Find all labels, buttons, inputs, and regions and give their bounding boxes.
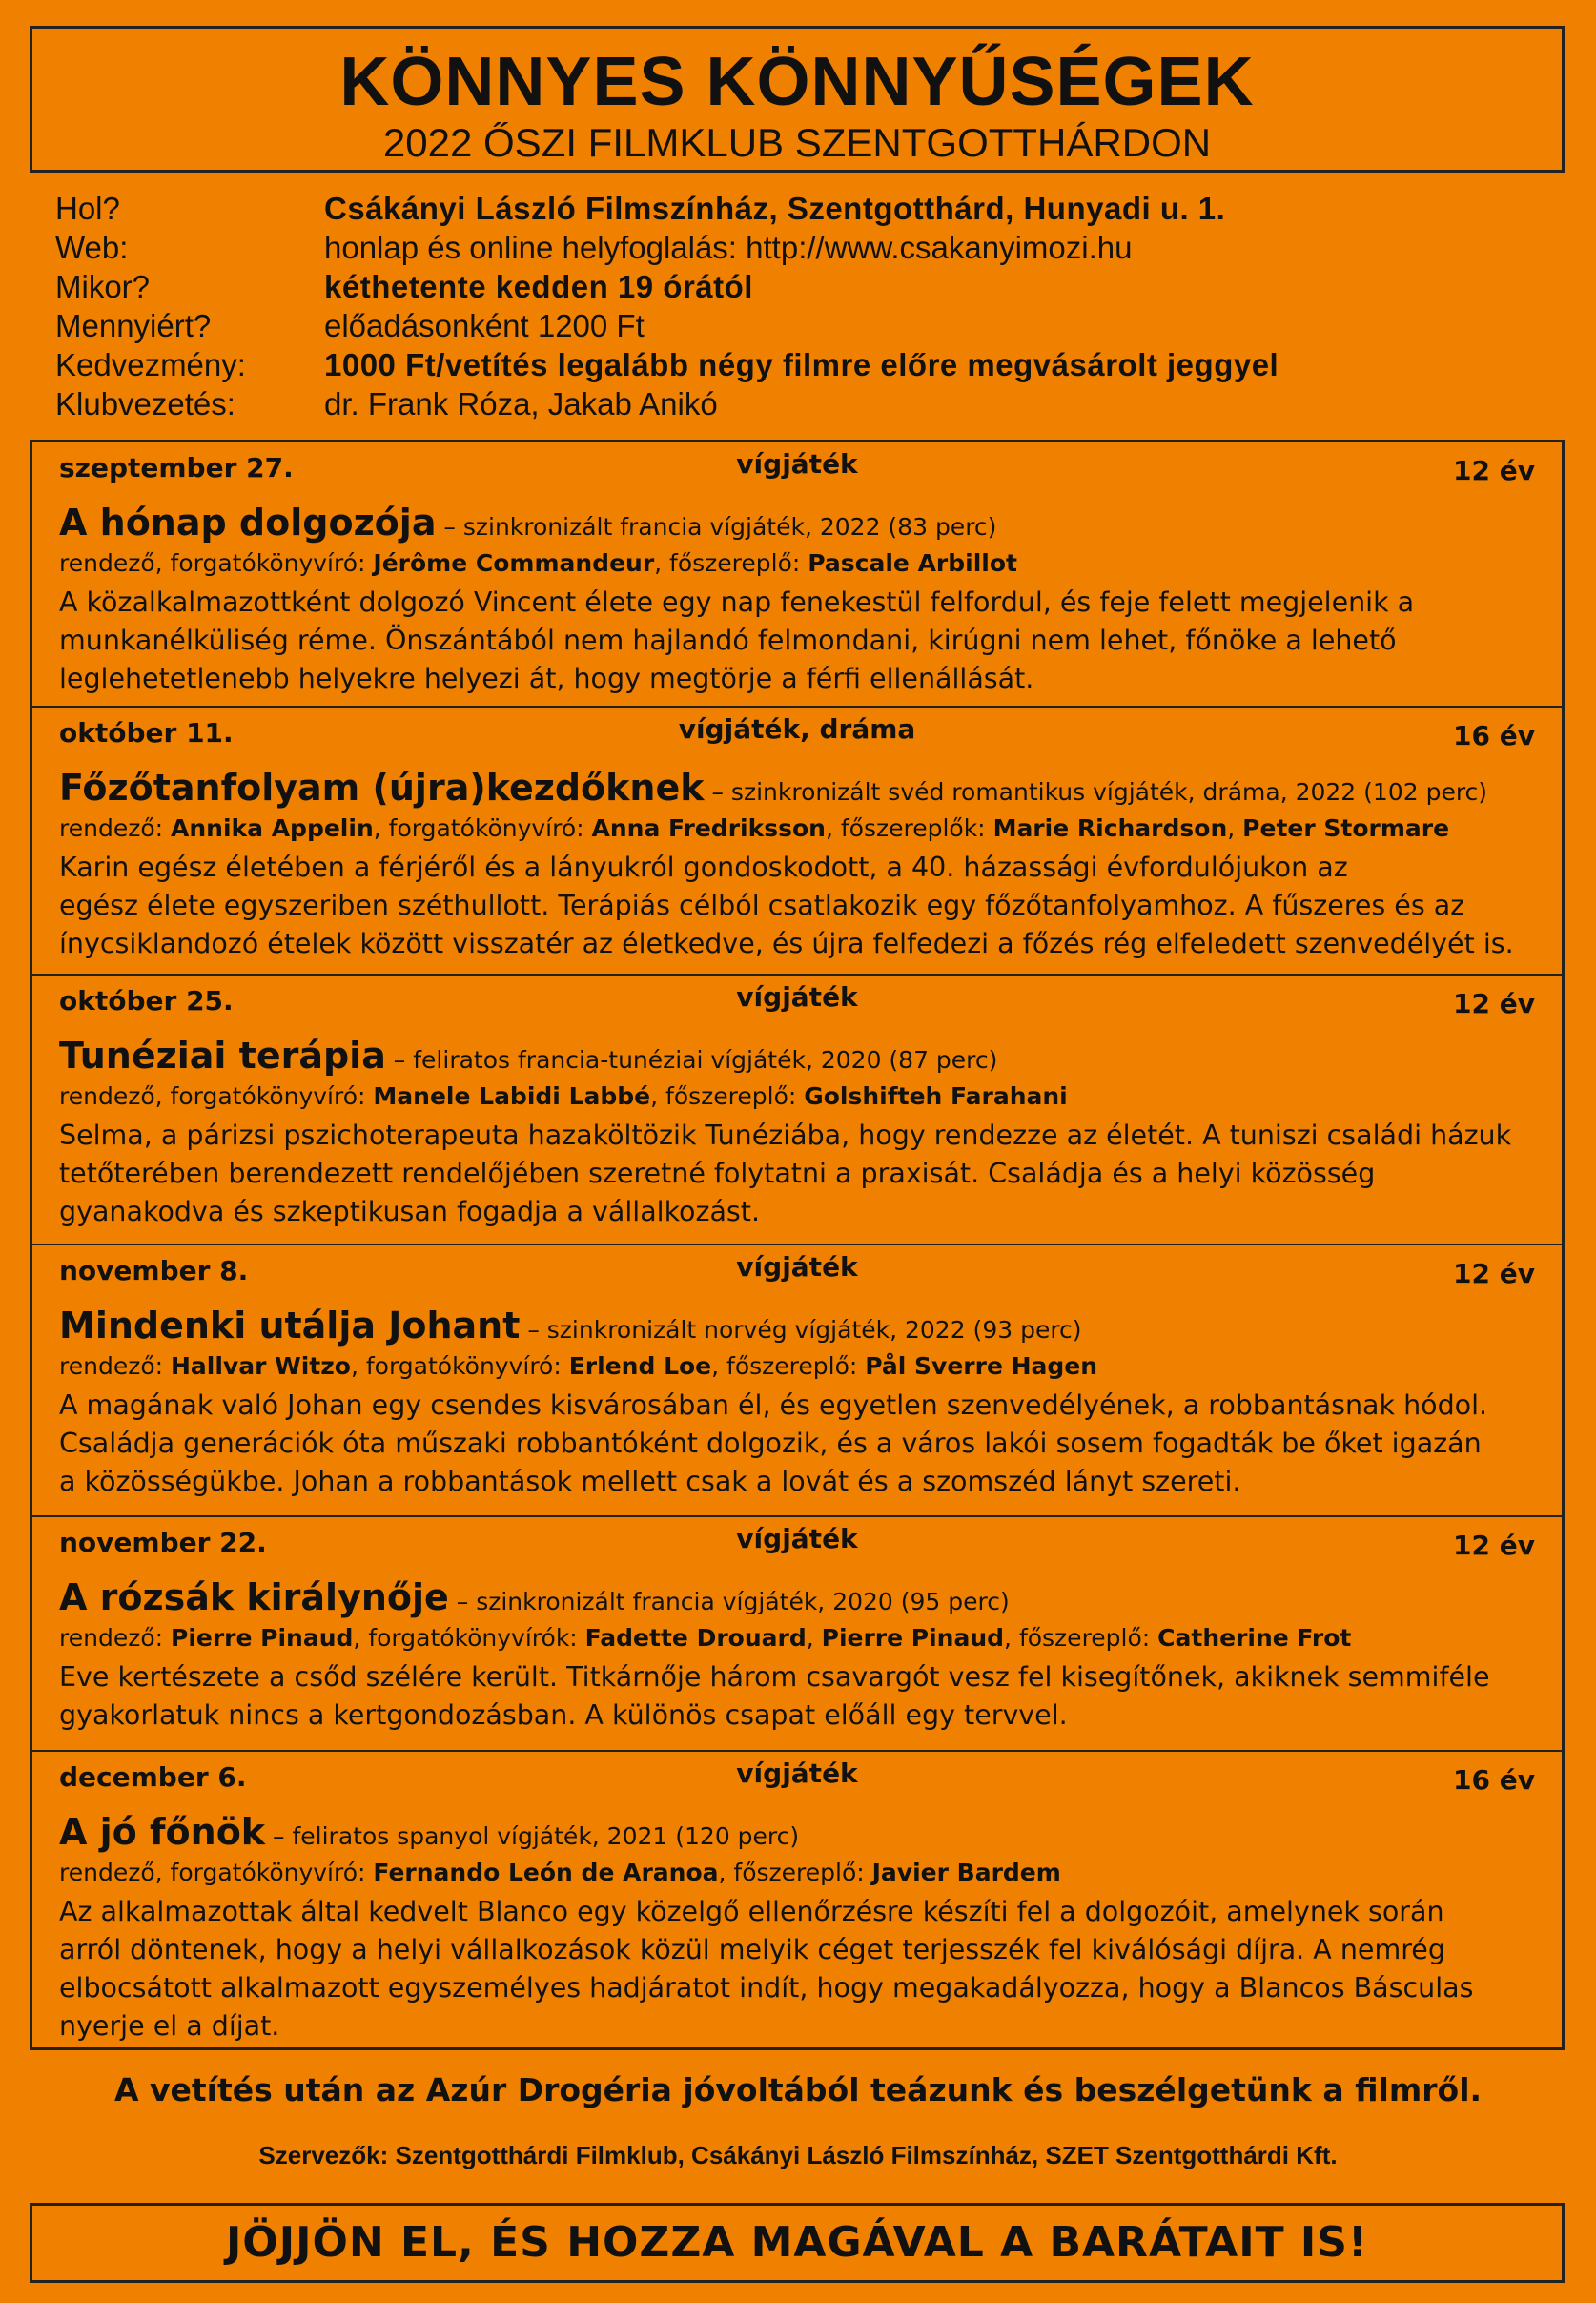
credit-name: Erlend Loe — [568, 1352, 712, 1380]
info-row — [55, 306, 1562, 345]
film-header — [59, 1251, 1535, 1293]
info-label: Web: — [55, 230, 129, 265]
info-value: Csákányi László Filmszínház, Szentgotthárd, Hunyadi u. 1. — [324, 191, 1226, 226]
credit-role: , forgatókönyvíró: — [350, 1352, 569, 1380]
film-entry — [32, 1515, 1562, 1752]
film-credits — [59, 1624, 1543, 1652]
film-credits — [59, 814, 1543, 842]
credit-role: rendező: — [59, 814, 171, 842]
credit-name: Catherine Frot — [1157, 1624, 1352, 1652]
film-entry — [32, 442, 1562, 706]
film-date: november 22. — [59, 1527, 267, 1558]
info-value: honlap és online helyfoglalás: http://www.csakanyimozi.hu — [324, 230, 1133, 265]
film-header — [59, 1523, 1535, 1565]
credit-name: Fadette Drouard — [584, 1624, 807, 1652]
film-title: A jó főnök — [59, 1811, 266, 1853]
film-genre: vígjáték — [736, 448, 858, 480]
film-entry — [32, 1244, 1562, 1517]
credit-role: , főszereplő: — [654, 549, 808, 577]
film-header — [59, 448, 1535, 490]
description-line: gyanakodva és szkeptikusan fogadja a vállalkozást. — [59, 1196, 761, 1227]
film-age: 12 év — [1453, 988, 1535, 1019]
credit-name: Marie Richardson — [992, 814, 1228, 842]
film-meta: – feliratos spanyol vígjáték, 2021 (120 perc) — [265, 1822, 800, 1850]
info-value: előadásonként 1200 Ft — [324, 308, 645, 343]
film-genre: vígjáték — [736, 1251, 858, 1283]
credit-name: Jérôme Commandeur — [373, 549, 655, 577]
description-line: gyakorlatuk nincs a kertgondozásban. A különös csapat előáll egy tervvel. — [59, 1699, 1068, 1731]
title-box — [30, 26, 1565, 173]
film-title-line — [59, 767, 1543, 809]
description-line: leglehetetlenebb helyekre helyezi át, hogy megtörje a férfi ellenállását. — [59, 663, 1034, 694]
credit-role: , — [806, 1624, 822, 1652]
credit-name: Fernando León de Aranoa — [373, 1859, 719, 1886]
info-row — [55, 384, 1562, 423]
film-description — [59, 584, 1543, 698]
film-title: Főzőtanfolyam (újra)kezdőknek — [59, 767, 705, 809]
film-description — [59, 1658, 1543, 1735]
credit-role: , forgatókönyvírók: — [353, 1624, 585, 1652]
credit-name: Pierre Pinaud — [171, 1624, 354, 1652]
description-line: Selma, a párizsi pszichoterapeuta hazaköltözik Tunéziába, hogy rendezze az életét. A tuniszi családi házuk — [59, 1120, 1512, 1151]
description-line: nyerje el a díjat. — [59, 2010, 280, 2042]
info-label: Mikor? — [55, 269, 151, 304]
credit-role: , főszereplő: — [650, 1082, 805, 1110]
film-title-line — [59, 502, 1543, 544]
credit-name: Pierre Pinaud — [821, 1624, 1005, 1652]
info-value: kéthetente kedden 19 órától — [324, 269, 753, 304]
description-line: Az alkalmazottak által kedvelt Blanco egy közelgő ellenőrzésre készíti fel a dolgozóit, amelynek során — [59, 1896, 1444, 1927]
credit-role: , főszereplő: — [718, 1859, 872, 1886]
description-line: Családja generációk óta műszaki robbantóként dolgozik, és a város lakói sosem fogadták be őket igazán — [59, 1428, 1482, 1459]
film-credits — [59, 549, 1543, 577]
film-meta: – szinkronizált norvég vígjáték, 2022 (93 perc) — [520, 1316, 1082, 1344]
film-title: Mindenki utálja Johant — [59, 1305, 521, 1347]
description-line: A közalkalmazottként dolgozó Vincent élete egy nap fenekestül felfordul, és feje felett megjelenik a — [59, 586, 1415, 618]
film-date: október 11. — [59, 717, 234, 749]
description-line: egész élete egyszeriben széthullott. Terápiás célból csatlakozik egy főzőtanfolyamhoz. A fűszeres és az — [59, 890, 1465, 921]
credit-role: , főszereplő: — [711, 1352, 866, 1380]
film-age: 16 év — [1453, 720, 1535, 751]
film-date: december 6. — [59, 1761, 247, 1793]
info-row — [55, 228, 1562, 267]
film-age: 12 év — [1453, 455, 1535, 486]
film-title: A hónap dolgozója — [59, 502, 437, 544]
film-header — [59, 981, 1535, 1023]
film-description — [59, 849, 1543, 963]
description-line: ínycsiklandozó ételek között visszatér az életkedve, és újra felfedezi a főzés rég elfeledett szenvedélyét is. — [59, 928, 1514, 959]
description-line: a közösségükbe. Johan a robbantások mellett csak a lovát és a szomszéd lányt szereti. — [59, 1466, 1241, 1497]
credit-name: Golshifteh Farahani — [804, 1082, 1068, 1110]
page-title: KÖNNYES KÖNNYŰSÉGEK — [339, 44, 1255, 120]
description-line: Karin egész életében a férjéről és a lányukról gondoskodott, a 40. házassági évfordulójukon az — [59, 852, 1348, 883]
film-date: október 25. — [59, 985, 234, 1017]
info-row — [55, 267, 1562, 306]
film-date: szeptember 27. — [59, 452, 294, 483]
film-genre: vígjáték — [736, 1523, 858, 1554]
film-entry — [32, 706, 1562, 976]
film-genre: vígjáték — [736, 981, 858, 1013]
credit-role: , főszereplők: — [825, 814, 993, 842]
credit-role: rendező, forgatókönyvíró: — [59, 549, 374, 577]
page-subtitle: 2022 ŐSZI FILMKLUB SZENTGOTTHÁRDON — [382, 120, 1212, 165]
credit-role: , főszereplő: — [1004, 1624, 1158, 1652]
film-entry — [32, 974, 1562, 1245]
description-line: A magának való Johan egy csendes kisvárosában él, és egyetlen szenvedélyének, a robbantásnak hódol. — [59, 1389, 1488, 1421]
film-genre: vígjáték, dráma — [678, 713, 916, 745]
credit-role: , — [1227, 814, 1243, 842]
info-label: Hol? — [55, 191, 120, 226]
credit-role: rendező: — [59, 1624, 171, 1652]
credit-name: Pascale Arbillot — [808, 549, 1017, 577]
film-title: Tunéziai terápia — [59, 1035, 386, 1077]
film-title-line — [59, 1576, 1543, 1618]
film-credits — [59, 1082, 1543, 1110]
film-entry — [32, 1750, 1562, 2049]
credit-name: Anna Fredriksson — [591, 814, 826, 842]
film-title-line — [59, 1305, 1543, 1347]
credit-name: Peter Stormare — [1242, 814, 1450, 842]
footer-note: A vetítés után az Azúr Drogéria jóvoltából teázunk és beszélgetünk a filmről. — [113, 2071, 1483, 2108]
slogan-box: JÖJJÖN EL, ÉS HOZZA MAGÁVAL A BARÁTAIT IS! — [30, 2203, 1565, 2283]
info-row — [55, 345, 1562, 384]
film-age: 12 év — [1453, 1530, 1535, 1561]
film-description — [59, 1893, 1543, 2046]
info-section — [55, 189, 1562, 423]
film-list — [30, 440, 1565, 2050]
info-value: 1000 Ft/vetítés legalább négy filmre előre megvásárolt jeggyel — [324, 347, 1279, 382]
film-meta: – szinkronizált francia vígjáték, 2022 (83 perc) — [436, 513, 997, 541]
info-label: Kedvezmény: — [55, 347, 246, 382]
description-line: munkanélküliség réme. Önszántából nem hajlandó felmondani, kirúgni nem lehet, főnöke a lehető — [59, 625, 1397, 656]
film-header — [59, 713, 1535, 755]
film-description — [59, 1117, 1543, 1231]
info-row — [55, 189, 1562, 228]
credit-name: Pål Sverre Hagen — [865, 1352, 1098, 1380]
credit-role: , forgatókönyvíró: — [373, 814, 592, 842]
credit-name: Annika Appelin — [171, 814, 374, 842]
film-age: 12 év — [1453, 1258, 1535, 1289]
credit-name: Hallvar Witzo — [171, 1352, 351, 1380]
description-line: arról döntenek, hogy a helyi vállalkozások közül melyik céget terjesszék fel kiválósági díjra. A nemrég — [59, 1934, 1445, 1965]
film-age: 16 év — [1453, 1764, 1535, 1796]
info-value: dr. Frank Róza, Jakab Anikó — [324, 386, 718, 422]
film-date: november 8. — [59, 1255, 249, 1286]
film-genre: vígjáték — [736, 1758, 858, 1789]
film-credits — [59, 1352, 1543, 1380]
description-line: tetőterében berendezett rendelőjében szeretné folytatni a praxisát. Családja és a helyi közösség — [59, 1158, 1376, 1189]
film-header — [59, 1758, 1535, 1799]
description-line: elbocsátott alkalmazott egyszemélyes hadjáratot indít, hogy megakadályozza, hogy a Blancos Básculas — [59, 1972, 1474, 2004]
credit-role: rendező, forgatókönyvíró: — [59, 1859, 374, 1886]
info-label: Klubvezetés: — [55, 386, 235, 422]
film-description — [59, 1387, 1543, 1501]
credit-role: rendező: — [59, 1352, 171, 1380]
info-label: Mennyiért? — [55, 308, 212, 343]
film-meta: – feliratos francia-tunéziai vígjáték, 2020 (87 perc) — [385, 1046, 998, 1074]
credit-name: Manele Labidi Labbé — [373, 1082, 651, 1110]
credit-role: rendező, forgatókönyvíró: — [59, 1082, 374, 1110]
film-title-line — [59, 1811, 1543, 1853]
organizers: Szervezők: Szentgotthárdi Filmklub, Csákányi László Filmszínház, SZET Szentgotthárdi Kft. — [258, 2141, 1338, 2169]
film-credits — [59, 1859, 1543, 1886]
description-line: Eve kertészete a csőd szélére került. Titkárnője három csavargót vesz fel kisegítőnek, akiknek semmiféle — [59, 1661, 1490, 1693]
film-title-line — [59, 1035, 1543, 1077]
film-title: A rózsák királynője — [59, 1576, 449, 1618]
film-meta: – szinkronizált svéd romantikus vígjáték, dráma, 2022 (102 perc) — [704, 778, 1488, 806]
credit-name: Javier Bardem — [871, 1859, 1061, 1886]
film-meta: – szinkronizált francia vígjáték, 2020 (95 perc) — [448, 1588, 1010, 1615]
